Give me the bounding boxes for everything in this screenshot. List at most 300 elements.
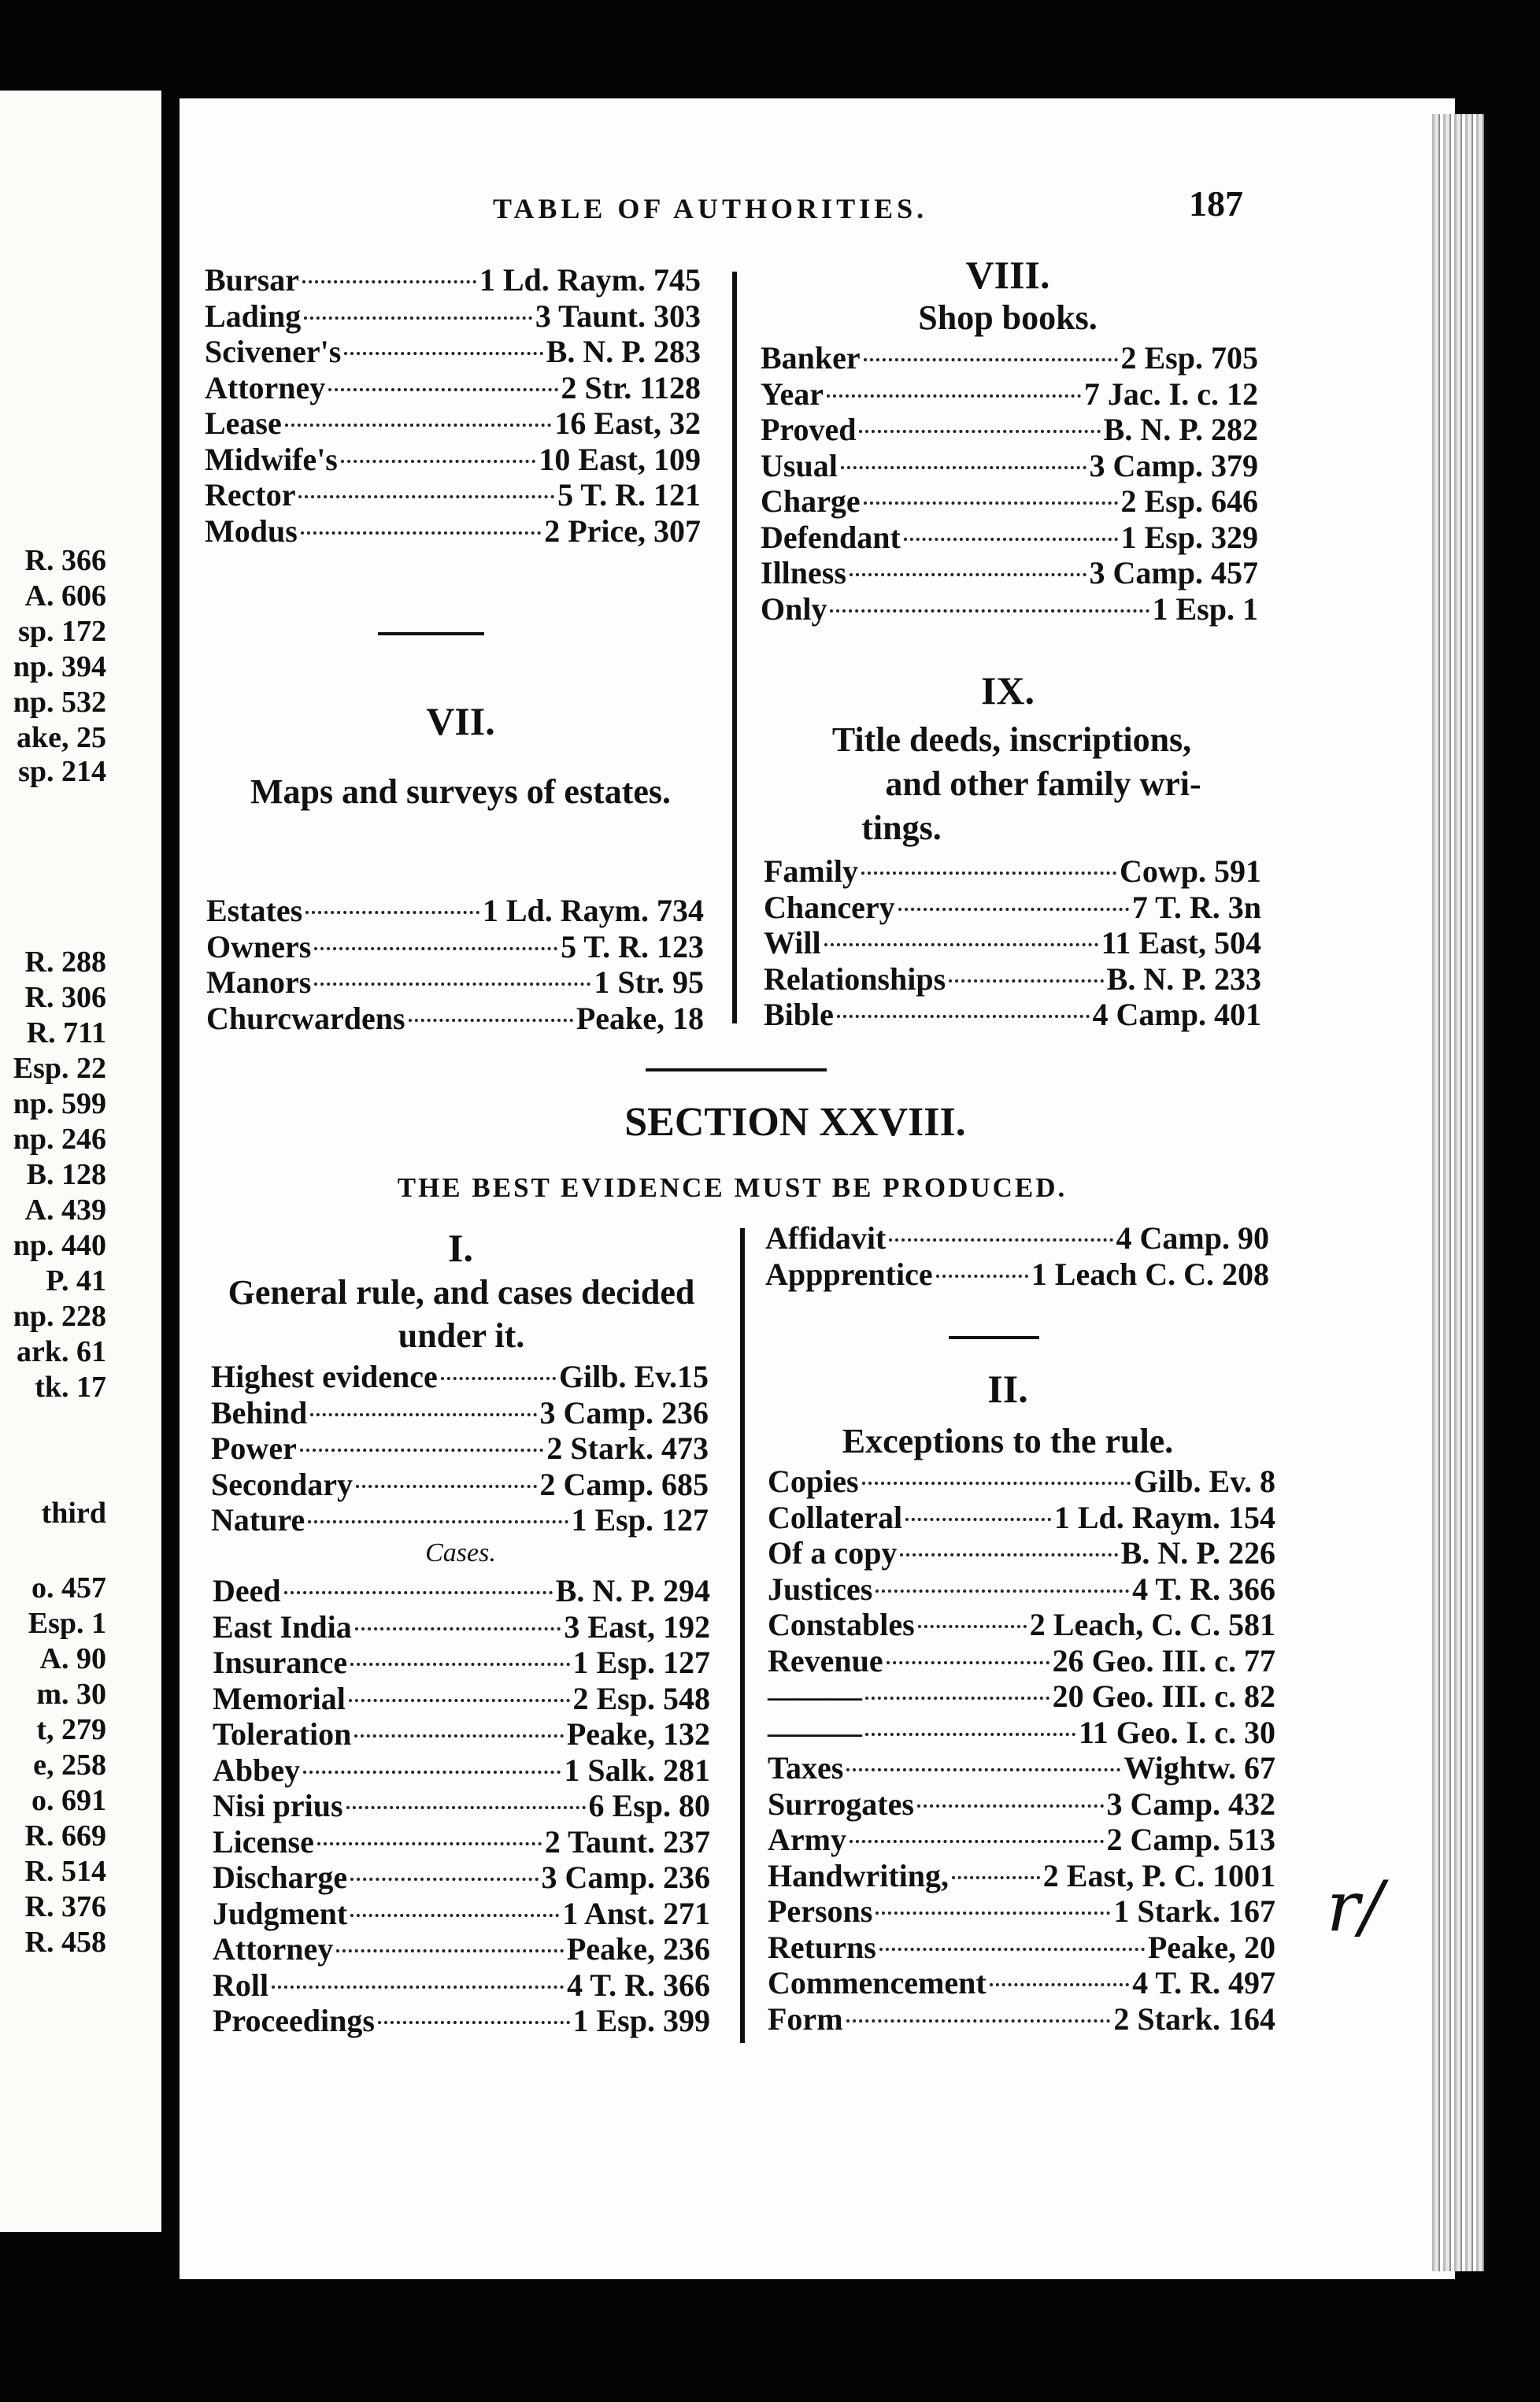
entry-citation: 3 Camp. 457 — [1089, 555, 1258, 590]
leader-dots — [350, 1663, 569, 1666]
leader-dots — [350, 1878, 538, 1881]
authority-entry — [765, 1220, 1269, 1256]
facing-page-text: sp. 214 — [18, 755, 106, 788]
subsection-i-numeral: I. — [448, 1226, 473, 1270]
facing-page-text: o. 457 — [31, 1571, 106, 1604]
entry-citation: 26 Geo. III. c. 77 — [1052, 1642, 1275, 1678]
facing-page-text: R. 376 — [24, 1890, 106, 1923]
entry-term: Taxes — [768, 1750, 844, 1786]
authority-entry — [211, 1358, 709, 1394]
entry-term: Form — [768, 2000, 843, 2037]
leader-dots — [300, 1449, 544, 1452]
authority-entry — [768, 1642, 1275, 1678]
entry-citation: 5 T. R. 123 — [561, 928, 704, 964]
leader-dots — [876, 1912, 1110, 1915]
entry-term: Lease — [205, 405, 282, 441]
facing-page-text: np. 228 — [13, 1300, 106, 1333]
entry-citation: 4 T. R. 366 — [1132, 1571, 1275, 1607]
authority-entry — [761, 519, 1258, 555]
authority-entry — [768, 1786, 1275, 1822]
authority-entry — [761, 554, 1258, 590]
facing-page-text: R. 306 — [24, 981, 106, 1014]
facing-page-text: Esp. 1 — [28, 1607, 106, 1640]
entry-citation: Peake, 236 — [566, 1931, 710, 1967]
leader-dots — [841, 466, 1087, 469]
leader-dots — [346, 1806, 586, 1809]
authority-entry — [211, 1394, 709, 1430]
column-divider-lower — [740, 1228, 745, 2043]
leader-dots — [918, 1625, 1027, 1628]
leader-dots — [936, 1275, 1028, 1278]
authority-entry — [211, 1430, 709, 1466]
entry-term: Behind — [211, 1394, 308, 1430]
authority-entry — [761, 376, 1258, 412]
leader-dots — [354, 1734, 564, 1738]
entry-term: Defendant — [761, 519, 901, 555]
entry-citation: 1 Esp. 1 — [1152, 590, 1258, 627]
entry-term: Collateral — [768, 1499, 903, 1535]
entry-term: Handwriting, — [768, 1857, 950, 1893]
authority-entry — [768, 1893, 1275, 1929]
leader-dots — [864, 358, 1118, 361]
entry-term: Only — [761, 590, 827, 627]
entry-term: Attorney — [205, 369, 326, 405]
case-entry — [213, 1895, 710, 1931]
leader-dots — [904, 538, 1118, 541]
entry-term: Deed — [213, 1573, 281, 1608]
authority-entry — [768, 1857, 1275, 1893]
entry-term: Appprentice — [765, 1257, 933, 1292]
leader-dots — [301, 531, 541, 535]
entry-term: Constables — [768, 1607, 915, 1642]
entry-term: Bursar — [205, 262, 299, 298]
leader-dots — [305, 911, 479, 914]
authority-entry — [765, 1256, 1269, 1292]
leader-dots — [314, 947, 557, 950]
entry-term: Illness — [761, 555, 846, 590]
facing-page-text: np. 246 — [13, 1123, 106, 1156]
leader-dots — [846, 1768, 1120, 1771]
entry-citation: 2 Price, 307 — [544, 513, 701, 549]
leader-dots — [303, 1771, 561, 1774]
entry-term: Discharge — [213, 1860, 348, 1895]
entry-citation: 2 Camp. 685 — [539, 1466, 709, 1502]
facing-page-text: e, 258 — [33, 1749, 106, 1782]
facing-page-text: P. 41 — [46, 1264, 106, 1297]
entry-term: Commencement — [768, 1965, 987, 2000]
facing-page-text: R. 288 — [24, 946, 106, 979]
leader-dots — [865, 1697, 1049, 1700]
authority-entry — [205, 476, 701, 513]
entry-citation: 2 Stark. 164 — [1113, 2000, 1275, 2037]
entry-citation: 1 Stark. 167 — [1113, 1893, 1275, 1929]
facing-page-text: np. 394 — [13, 650, 106, 683]
entry-citation: 3 Camp. 236 — [539, 1394, 709, 1430]
facing-page-text: sp. 172 — [18, 615, 106, 648]
entry-citation: 1 Esp. 329 — [1120, 519, 1258, 555]
entry-citation: 2 Taunt. 237 — [544, 1823, 710, 1860]
entry-citation: Peake, 132 — [566, 1716, 710, 1752]
leader-dots — [900, 1553, 1117, 1556]
entry-citation: B. N. P. 282 — [1103, 412, 1258, 447]
section-title: SECTION XXVIII. — [624, 1100, 966, 1145]
section-viii-title: Shop books. — [918, 298, 1098, 337]
entry-citation: B. N. P. 233 — [1106, 960, 1261, 997]
facing-page-text: third — [41, 1497, 106, 1530]
entry-citation: 3 Camp. 379 — [1089, 447, 1258, 483]
facing-page-text: B. 128 — [26, 1158, 106, 1191]
leader-dots — [898, 908, 1129, 911]
entry-citation: 4 T. R. 497 — [1132, 1965, 1275, 2000]
entry-term: Attorney — [213, 1931, 334, 1967]
section-ix-numeral: IX. — [980, 668, 1035, 712]
authority-entry — [761, 339, 1258, 376]
separator-rule — [378, 632, 484, 635]
leader-dots — [879, 1948, 1145, 1951]
entry-term: Estates — [206, 893, 303, 928]
facing-page-text: R. 514 — [24, 1855, 106, 1888]
entry-citation: 1 Ld. Raym. 154 — [1053, 1499, 1275, 1535]
entry-term: Toleration — [213, 1716, 352, 1752]
leader-dots — [952, 1876, 1040, 1879]
authority-entry — [768, 1678, 1275, 1714]
entry-term: Highest evidence — [211, 1359, 438, 1394]
leader-dots — [349, 1699, 570, 1702]
entry-term: Nisi prius — [213, 1788, 343, 1823]
leader-dots — [284, 1591, 553, 1594]
entry-term: Owners — [206, 928, 312, 964]
authority-entry — [764, 889, 1261, 925]
facing-page-text: A. 90 — [39, 1642, 106, 1675]
entry-term: Revenue — [768, 1642, 883, 1678]
leader-dots — [917, 1804, 1104, 1808]
authority-entry — [761, 483, 1258, 519]
authority-entry — [205, 261, 701, 298]
authority-entry — [761, 590, 1258, 627]
facing-page-text: t, 279 — [36, 1713, 106, 1746]
entry-citation: 1 Ld. Raym. 745 — [479, 262, 701, 298]
leader-dots — [846, 2019, 1111, 2023]
leader-dots — [409, 1019, 573, 1022]
entry-citation: 7 T. R. 3n — [1131, 889, 1261, 925]
entry-citation: 3 Camp. 432 — [1106, 1786, 1275, 1822]
case-entry — [213, 2002, 710, 2038]
section-ix-title-line2: and other family wri- — [885, 764, 1201, 803]
entry-term: Will — [764, 925, 821, 960]
entry-citation: Peake, 20 — [1147, 1929, 1275, 1965]
facing-page-text: R. 458 — [24, 1926, 106, 1959]
entry-term: Churcwardens — [206, 1000, 405, 1036]
leader-dots — [344, 352, 542, 355]
entry-citation: 7 Jac. I. c. 12 — [1083, 376, 1258, 412]
section-vii-numeral: VII. — [426, 699, 495, 743]
entry-term: Copies — [768, 1464, 859, 1499]
entry-term: Year — [761, 376, 824, 412]
facing-page-text: np. 440 — [13, 1229, 106, 1262]
leader-dots — [378, 2021, 570, 2024]
entry-term: Memorial — [213, 1680, 346, 1716]
authority-entry — [768, 2000, 1275, 2037]
authority-entry — [205, 369, 701, 405]
entry-citation: 1 Esp. 127 — [571, 1502, 709, 1538]
case-entry — [213, 1930, 710, 1967]
entry-term: Proved — [761, 412, 857, 447]
facing-page-text: m. 30 — [36, 1678, 106, 1711]
separator-rule-small — [949, 1336, 1039, 1339]
entry-term: Bible — [764, 997, 834, 1032]
entry-term: ——— — [768, 1714, 862, 1750]
facing-page-text: o. 691 — [31, 1784, 106, 1817]
case-entry — [213, 1715, 710, 1752]
entry-term: Chancery — [764, 889, 895, 925]
entry-citation: 1 Str. 95 — [594, 964, 704, 1000]
leader-dots — [336, 1949, 564, 1952]
entry-citation: Wightw. 67 — [1124, 1750, 1275, 1786]
entry-term: Affidavit — [765, 1220, 887, 1256]
case-entry — [213, 1859, 710, 1895]
entry-citation: 3 Camp. 236 — [541, 1860, 710, 1895]
leader-dots — [850, 1840, 1104, 1843]
authority-entry — [205, 405, 701, 441]
leader-dots — [889, 1238, 1112, 1242]
entry-citation: 3 East, 192 — [564, 1608, 710, 1645]
entry-term: Insurance — [213, 1645, 348, 1680]
leader-dots — [285, 424, 552, 427]
leader-dots — [837, 1015, 1090, 1018]
facing-page-text: R. 711 — [26, 1016, 106, 1049]
entry-citation: 3 Taunt. 303 — [535, 298, 701, 334]
authority-entry — [768, 1534, 1275, 1571]
entry-term: Returns — [768, 1929, 876, 1965]
entry-citation: 2 Esp. 548 — [572, 1680, 710, 1716]
facing-page-text: tk. 17 — [35, 1371, 106, 1404]
section-vii-title: Maps and surveys of estates. — [250, 772, 672, 811]
entry-term: Roll — [213, 1967, 269, 2003]
authority-entry — [206, 964, 704, 1000]
leader-dots — [887, 1661, 1049, 1664]
entry-term: Nature — [211, 1502, 305, 1538]
authority-entry — [768, 1499, 1275, 1535]
leader-dots — [865, 1733, 1075, 1736]
entry-term: Manors — [206, 964, 312, 1000]
entry-citation: Gilb. Ev.15 — [558, 1359, 709, 1394]
column-divider — [732, 272, 737, 1023]
entry-term: Abbey — [213, 1752, 301, 1788]
leader-dots — [298, 495, 554, 498]
entry-term: ——— — [768, 1678, 862, 1714]
entry-citation: Cowp. 591 — [1119, 853, 1261, 889]
page-number: 187 — [1189, 183, 1243, 224]
authority-entry — [768, 1571, 1275, 1607]
leader-dots — [341, 460, 536, 463]
facing-page-fragment — [0, 91, 161, 2232]
entry-citation: 5 T. R. 121 — [557, 477, 701, 513]
entry-citation: B. N. P. 226 — [1120, 1535, 1275, 1571]
entry-citation: 4 T. R. 366 — [567, 1967, 710, 2003]
entry-citation: 2 Str. 1128 — [561, 369, 701, 405]
authority-entry — [205, 441, 701, 477]
entry-term: Persons — [768, 1893, 873, 1929]
entry-term: Rector — [205, 477, 296, 513]
section-viii-numeral: VIII. — [965, 253, 1050, 297]
entry-citation: 10 East, 109 — [539, 441, 701, 477]
entry-citation: 6 Esp. 80 — [588, 1788, 710, 1823]
entry-citation: Gilb. Ev. 8 — [1133, 1464, 1275, 1499]
handwritten-margin-note: r/ — [1327, 1866, 1383, 1947]
entry-term: License — [213, 1823, 314, 1860]
authority-entry — [768, 1606, 1275, 1642]
leader-dots — [830, 609, 1149, 613]
entry-term: Proceedings — [213, 2003, 375, 2038]
entry-term: East India — [213, 1608, 352, 1645]
case-entry — [213, 1608, 710, 1645]
authority-entry — [206, 1000, 704, 1036]
entry-citation: Peake, 18 — [576, 1000, 704, 1036]
leader-dots — [350, 1914, 559, 1917]
entry-term: Scivener's — [205, 334, 342, 369]
leader-dots — [317, 1842, 542, 1845]
subsection-ii-numeral: II. — [987, 1367, 1028, 1411]
case-entry — [213, 1823, 710, 1860]
case-entry — [213, 1644, 710, 1680]
leader-dots — [441, 1377, 556, 1380]
authority-entry — [764, 853, 1261, 889]
authority-entry — [761, 411, 1258, 447]
case-entry — [213, 1572, 710, 1608]
leader-dots — [302, 280, 476, 283]
leader-dots — [949, 979, 1104, 983]
entry-term: Army — [768, 1822, 846, 1857]
entry-citation: 1 Salk. 281 — [564, 1752, 710, 1788]
case-entry — [213, 1752, 710, 1788]
entry-citation: 20 Geo. III. c. 82 — [1052, 1678, 1275, 1714]
entry-term: Of a copy — [768, 1535, 898, 1571]
facing-page-text: A. 439 — [24, 1194, 106, 1227]
authority-entry — [206, 892, 704, 928]
entry-citation: 2 Esp. 646 — [1120, 483, 1258, 519]
entry-citation: 1 Anst. 271 — [562, 1895, 710, 1931]
leader-dots — [827, 394, 1081, 398]
case-entry — [213, 1787, 710, 1823]
authority-entry — [764, 960, 1261, 997]
entry-term: Justices — [768, 1571, 873, 1607]
entry-term: Family — [764, 853, 858, 889]
entry-citation: 11 Geo. I. c. 30 — [1079, 1714, 1275, 1750]
case-entry — [213, 1967, 710, 2003]
section-ix-title-line1: Title deeds, inscriptions, — [831, 720, 1192, 759]
leader-dots — [876, 1590, 1129, 1593]
entry-citation: 2 Camp. 513 — [1106, 1822, 1275, 1857]
leader-dots — [861, 872, 1116, 875]
entry-citation: 1 Esp. 399 — [572, 2003, 710, 2038]
entry-citation: 1 Esp. 127 — [572, 1645, 710, 1680]
authority-entry — [211, 1501, 709, 1538]
section-rule — [646, 1068, 827, 1071]
subsection-i-title: General rule, and cases decided under it. — [228, 1273, 695, 1355]
leader-dots — [355, 1627, 561, 1630]
entry-citation: 1 Leach C. C. 208 — [1031, 1257, 1269, 1292]
facing-page-text: A. 606 — [24, 579, 106, 613]
authority-entry — [211, 1466, 709, 1502]
authority-entry — [768, 1463, 1275, 1499]
leader-dots — [859, 430, 1100, 433]
entry-citation: 2 Stark. 473 — [546, 1430, 709, 1466]
entry-term: Charge — [761, 483, 861, 519]
case-entry — [213, 1680, 710, 1716]
entry-term: Relationships — [764, 960, 946, 997]
authority-entry — [206, 928, 704, 964]
leader-dots — [308, 1520, 568, 1523]
page-edge-shadow — [1429, 114, 1484, 2271]
entry-citation: 4 Camp. 90 — [1116, 1220, 1269, 1256]
entry-citation: B. N. P. 294 — [555, 1573, 710, 1608]
authority-entry — [764, 996, 1261, 1032]
authority-entry — [205, 298, 701, 334]
leader-dots — [304, 316, 532, 320]
entry-citation: B. N. P. 283 — [546, 334, 701, 369]
entry-citation: 2 Leach, C. C. 581 — [1029, 1607, 1275, 1642]
leader-dots — [905, 1518, 1051, 1521]
leader-dots — [314, 983, 590, 986]
authority-entry — [768, 1964, 1275, 2000]
facing-page-text: R. 669 — [24, 1819, 106, 1852]
authority-entry — [761, 447, 1258, 483]
entry-citation: 16 East, 32 — [554, 405, 701, 441]
entry-term: Secondary — [211, 1466, 353, 1502]
running-head: TABLE OF AUTHORITIES. — [493, 193, 928, 224]
leader-dots — [850, 573, 1087, 576]
subsection-ii-title: Exceptions to the rule. — [842, 1422, 1174, 1460]
entry-citation: 2 East, P. C. 1001 — [1042, 1857, 1275, 1893]
leader-dots — [862, 1482, 1131, 1485]
leader-dots — [990, 1983, 1129, 1986]
facing-page-text: ark. 61 — [17, 1335, 106, 1368]
authority-entry — [205, 513, 701, 549]
entry-term: Judgment — [213, 1895, 348, 1931]
cases-label: Cases. — [425, 1538, 496, 1567]
authority-entry — [768, 1929, 1275, 1965]
entry-citation: 4 Camp. 401 — [1092, 997, 1261, 1032]
facing-page-text: np. 532 — [13, 686, 106, 719]
entry-term: Surrogates — [768, 1786, 914, 1822]
facing-page-text: Esp. 22 — [13, 1052, 106, 1085]
leader-dots — [328, 388, 557, 391]
entry-term: Power — [211, 1430, 297, 1466]
facing-page-text: R. 366 — [24, 544, 106, 577]
authority-entry — [764, 924, 1261, 960]
section-banner: THE BEST EVIDENCE MUST BE PRODUCED. — [397, 1172, 1068, 1203]
entry-term: Modus — [205, 513, 298, 549]
entry-citation: 2 Esp. 705 — [1120, 340, 1258, 376]
authority-entry — [768, 1714, 1275, 1750]
leader-dots — [310, 1413, 536, 1416]
section-ix-title-line3: tings. — [861, 809, 942, 847]
entry-term: Banker — [761, 340, 861, 376]
authority-entry — [768, 1821, 1275, 1857]
leader-dots — [824, 943, 1098, 946]
entry-term: Lading — [205, 298, 302, 334]
authority-entry — [768, 1749, 1275, 1786]
entry-term: Usual — [761, 447, 838, 483]
entry-citation: 1 Ld. Raym. 734 — [482, 893, 704, 928]
leader-dots — [864, 501, 1118, 505]
entry-term: Midwife's — [205, 441, 338, 477]
entry-citation: 11 East, 504 — [1101, 925, 1261, 960]
facing-page-text: ake, 25 — [17, 721, 106, 754]
leader-dots — [272, 1986, 564, 1989]
authority-entry — [205, 333, 701, 369]
leader-dots — [356, 1485, 537, 1488]
